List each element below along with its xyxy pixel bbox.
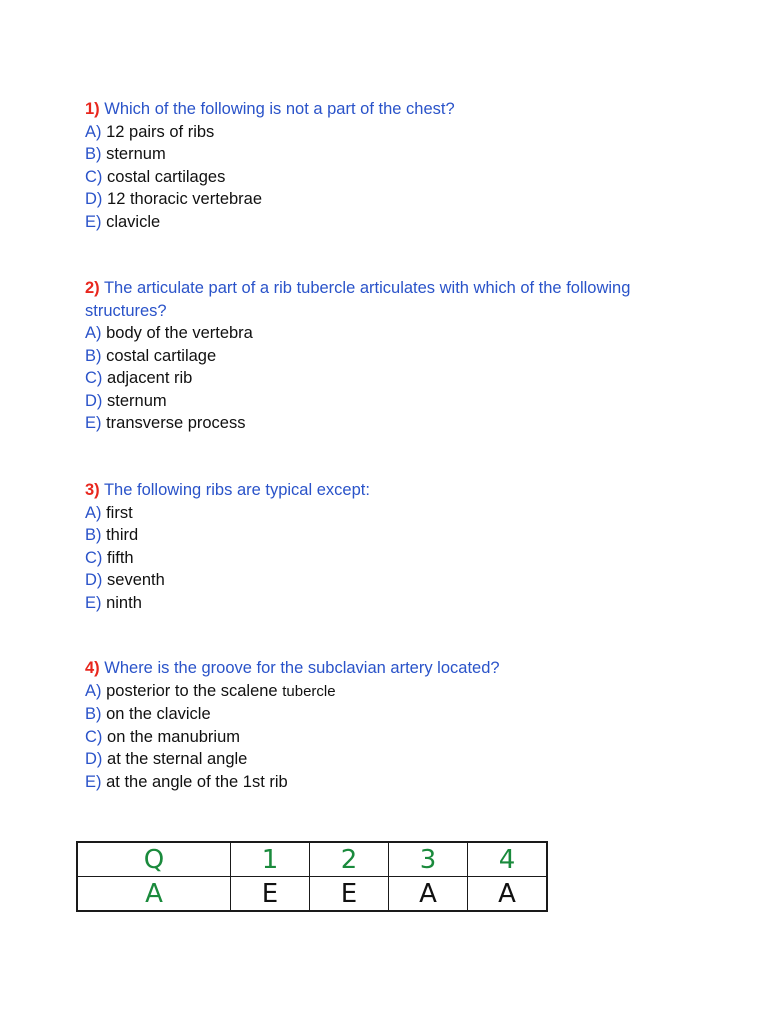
option-c (85, 166, 685, 189)
option-letter: D) (85, 391, 103, 410)
answer-key-q-label: Q (77, 842, 231, 877)
option-text: adjacent rib (107, 369, 193, 387)
option-letter: E) (85, 414, 102, 432)
answer-key-question-number: 2 (310, 842, 389, 877)
option-letter: B) (85, 526, 102, 544)
option-text: transverse process (106, 414, 246, 432)
option-d (85, 748, 685, 771)
answer-key-answer: E (231, 877, 310, 912)
option-letter: D) (85, 750, 103, 768)
option-text: costal cartilages (107, 167, 226, 186)
answer-key-answer: A (389, 877, 468, 912)
option-text: body of the vertebra (106, 324, 253, 342)
option-letter: E) (85, 772, 102, 791)
option-b (85, 345, 685, 368)
option-letter: A) (85, 503, 102, 522)
option-letter: A) (85, 122, 102, 141)
question-number: 2) (85, 279, 100, 297)
option-e (85, 592, 685, 615)
question-text: The following ribs are typical except: (103, 481, 370, 499)
option-text: 12 pairs of ribs (106, 122, 215, 141)
option-d (85, 390, 685, 413)
option-b (85, 143, 685, 166)
answer-key-answer-row (77, 877, 547, 912)
question-stem (85, 479, 685, 502)
answer-key-header-row (77, 842, 547, 877)
option-text: seventh (107, 571, 165, 589)
option-c (85, 726, 685, 749)
answer-key-answer: A (468, 877, 548, 912)
option-text: sternum (107, 391, 167, 410)
option-e (85, 771, 685, 794)
question-text: The articulate part of a rib tubercle articulates with which of the following structures? (85, 279, 631, 320)
option-letter: A) (85, 681, 102, 700)
answer-key-question-number: 3 (389, 842, 468, 877)
option-text: clavicle (106, 212, 161, 231)
answer-key-answer: E (310, 877, 389, 912)
option-b (85, 703, 685, 726)
option-letter: C) (85, 369, 103, 387)
option-a (85, 502, 685, 525)
option-letter: A) (85, 324, 102, 342)
option-text: first (106, 503, 133, 522)
option-d (85, 569, 685, 592)
option-letter: C) (85, 548, 103, 567)
question-2 (85, 277, 685, 435)
question-text: Where is the groove for the subclavian artery located? (104, 659, 500, 677)
option-text: third (106, 526, 139, 544)
option-e (85, 211, 685, 234)
option-letter: D) (85, 571, 103, 589)
option-letter: C) (85, 167, 103, 186)
option-text: at the sternal angle (107, 750, 248, 768)
option-letter: B) (85, 346, 102, 365)
option-letter: D) (85, 190, 103, 208)
option-letter: E) (85, 593, 102, 612)
option-letter: E) (85, 212, 102, 231)
option-text: 12 thoracic vertebrae (107, 190, 263, 208)
question-stem (85, 657, 685, 680)
option-text: ninth (106, 593, 142, 612)
option-b (85, 524, 685, 547)
question-stem (85, 98, 685, 121)
option-text: fifth (107, 548, 134, 567)
question-4 (85, 657, 685, 793)
answer-key-a-label: A (77, 877, 231, 912)
option-e (85, 412, 685, 435)
option-text: posterior to the scalene (106, 681, 278, 700)
option-text: on the manubrium (107, 727, 241, 746)
option-text-tail: tubercle (282, 682, 336, 700)
option-c (85, 547, 685, 570)
question-1 (85, 98, 685, 233)
option-d (85, 188, 685, 211)
option-a (85, 121, 685, 144)
answer-key-question-number: 4 (468, 842, 548, 877)
option-letter: B) (85, 705, 102, 723)
option-letter: C) (85, 727, 103, 746)
option-text: costal cartilage (106, 346, 217, 365)
answer-key-question-number: 1 (231, 842, 310, 877)
option-text: at the angle of the 1st rib (106, 772, 288, 791)
option-a (85, 680, 685, 704)
option-c (85, 367, 685, 390)
question-3 (85, 479, 685, 614)
option-text: sternum (106, 145, 166, 163)
question-stem (85, 277, 685, 322)
question-number: 4) (85, 659, 100, 677)
answer-key-table (76, 841, 548, 912)
option-letter: B) (85, 145, 102, 163)
question-number: 3) (85, 481, 100, 499)
option-a (85, 322, 685, 345)
option-text: on the clavicle (106, 705, 211, 723)
question-text: Which of the following is not a part of the chest? (104, 100, 455, 118)
question-number: 1) (85, 100, 100, 118)
